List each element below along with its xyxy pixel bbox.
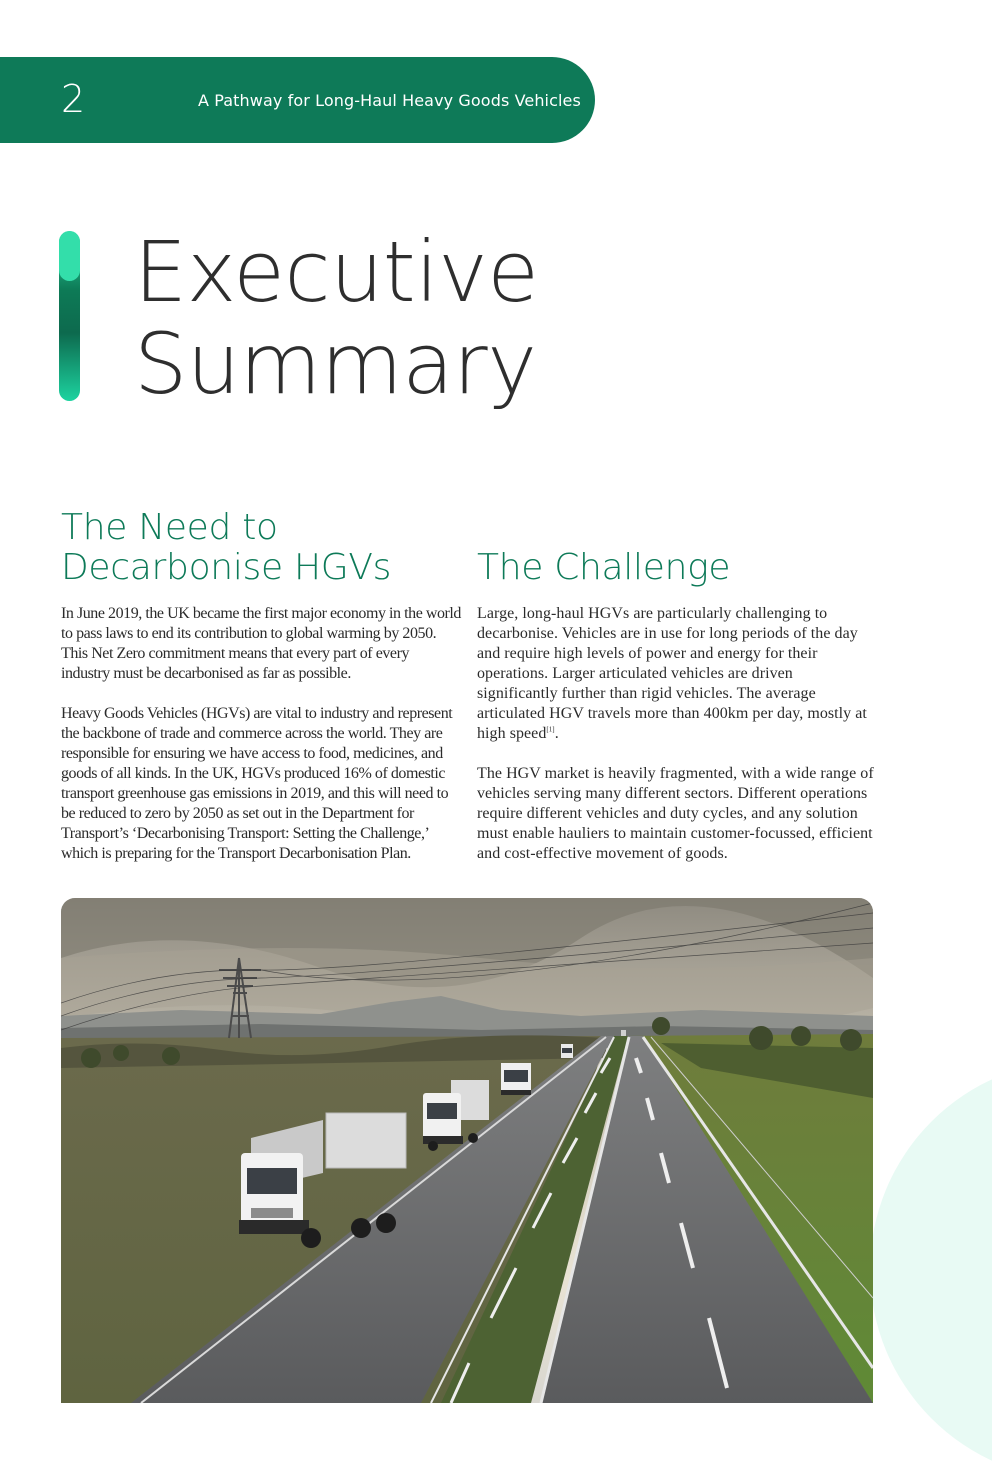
highway-trucks-photo <box>61 898 873 1403</box>
paragraph: In June 2019, the UK became the first major economy in the world to pass laws to end its contribution to global warming by 2050. This Net Zero commitment means that every part of every industry must be decarbonised as far as possible. <box>61 605 461 682</box>
page-title-line-1: Executive <box>134 223 539 321</box>
left-column-body <box>61 604 461 884</box>
paragraph <box>477 604 877 744</box>
paragraph: Heavy Goods Vehicles (HGVs) are vital to industry and represent the backbone of trade and commerce across the world. They are responsible for ensuring we have access to food, medicines, and goods of all kinds. In the UK, HGVs produced 16% of domestic transport greenhouse gas emissions in 2019, and this will need to be reduced to zero by 2050 as set out in the Department for Transport’s ‘Decarbonising Transport: Setting the Challenge,’ which is preparing for the Transport Decarbonisation Plan. <box>61 705 453 862</box>
heading-line-2: Decarbonise HGVs <box>61 547 392 588</box>
section-heading-the-challenge: The Challenge <box>477 547 731 588</box>
paragraph: The HGV market is heavily fragmented, with a wide range of vehicles serving many different sectors. Different operations require different vehicles and duty cycles, and any solution must enable hauliers to maintain customer-focussed, efficient and cost-effective movement of goods. <box>477 765 874 862</box>
running-title: A Pathway for Long-Haul Heavy Goods Vehicles <box>198 91 581 110</box>
section-heading-need-to-decarbonise <box>61 508 461 588</box>
decorative-circle <box>870 1060 992 1480</box>
right-column-body <box>477 604 877 884</box>
heading-line-1: The Need to <box>61 507 278 548</box>
page-title-line-2: Summary <box>134 315 537 413</box>
paragraph-text: Large, long-haul HGVs are particularly challenging to decarbonise. Vehicles are in use for long periods of the day and require high levels of power and energy for their operations. Larger articulated vehicles are driven significantly further than rigid vehicles. The average articulated HGV travels more than 400km per day, mostly at high speed <box>477 605 867 742</box>
title-accent-bar <box>59 231 80 401</box>
page-title <box>134 223 539 413</box>
page-number: 2 <box>61 77 86 121</box>
reference-marker[interactable]: [1] <box>546 725 555 734</box>
paragraph-end: . <box>554 725 559 742</box>
